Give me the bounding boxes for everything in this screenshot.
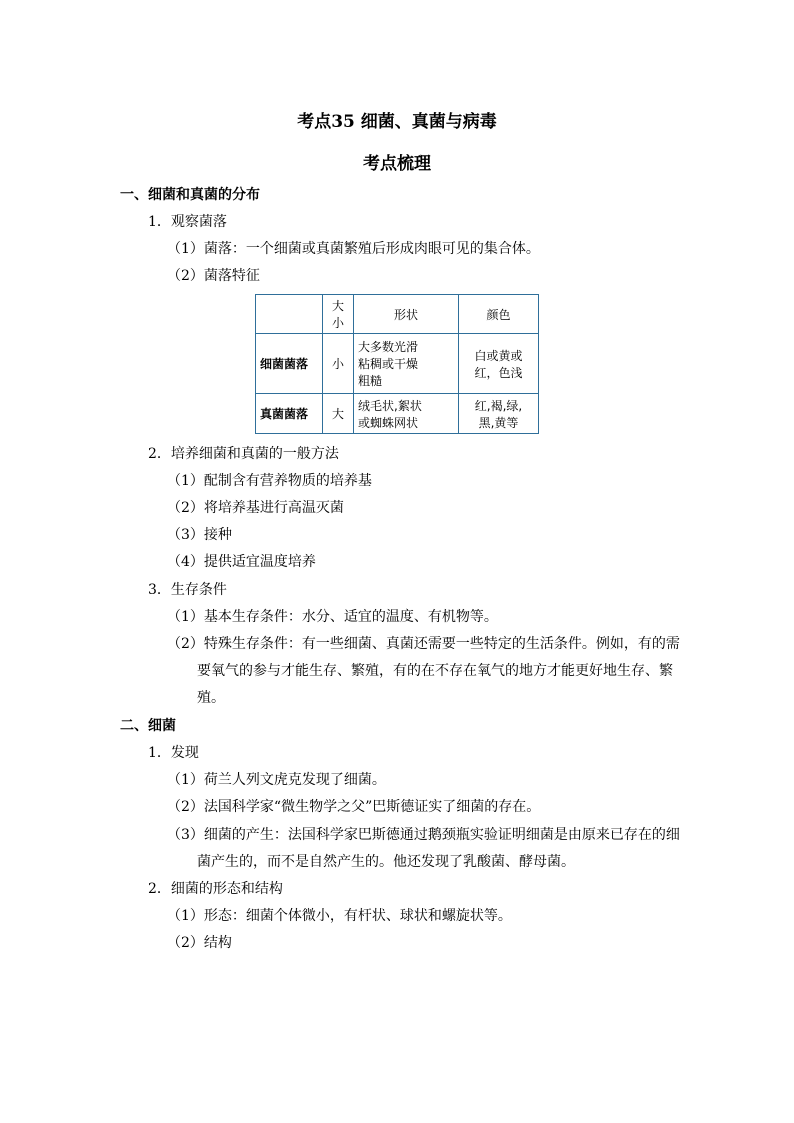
document-title: 考点35 细菌、真菌与病毒 bbox=[297, 112, 497, 132]
item-morphology-structure: 2．细菌的形态和结构 bbox=[148, 881, 283, 897]
list-item: （2）法国科学家“微生物学之父”巴斯德证实了细菌的存在。 bbox=[167, 799, 541, 815]
list-item-continuation: 要氧气的参与才能生存、繁殖，有的在不存在氧气的地方才能更好地生存、繁 bbox=[197, 663, 673, 679]
heading-bacteria: 二、细菌 bbox=[120, 718, 176, 734]
list-item: （1）配制含有营养物质的培养基 bbox=[167, 473, 372, 489]
item-discovery: 1．发现 bbox=[148, 745, 199, 761]
table-header-cell: 大小 bbox=[323, 295, 354, 334]
list-item: （1）基本生存条件：水分、适宜的温度、有机物等。 bbox=[167, 609, 498, 625]
table-cell: 小 bbox=[323, 334, 354, 394]
colony-definition: （1）菌落：一个细菌或真菌繁殖后形成肉眼可见的集合体。 bbox=[167, 241, 540, 257]
list-item: （3）接种 bbox=[167, 527, 232, 543]
list-item: （1）形态：细菌个体微小，有杆状、球状和螺旋状等。 bbox=[167, 908, 512, 924]
table-cell: 大 bbox=[323, 394, 354, 434]
list-item: （1）荷兰人列文虎克发现了细菌。 bbox=[167, 772, 386, 788]
list-item-continuation: 殖。 bbox=[197, 690, 225, 706]
table-header-cell: 形状 bbox=[354, 295, 459, 334]
item-culture-method: 2．培养细菌和真菌的一般方法 bbox=[148, 446, 339, 462]
list-item: （4）提供适宜温度培养 bbox=[167, 554, 316, 570]
list-item: （2）将培养基进行高温灭菌 bbox=[167, 500, 344, 516]
table-cell: 绒毛状,絮状 或蜘蛛网状 bbox=[354, 394, 459, 434]
section-subtitle: 考点梳理 bbox=[363, 154, 431, 174]
list-item: （2）特殊生存条件：有一些细菌、真菌还需要一些特定的生活条件。例如，有的需 bbox=[167, 636, 680, 652]
table-header-cell bbox=[256, 295, 323, 334]
list-item: （2）结构 bbox=[167, 935, 232, 951]
heading-distribution: 一、细菌和真菌的分布 bbox=[120, 187, 260, 203]
table-row bbox=[256, 394, 539, 434]
table-header-row bbox=[256, 295, 539, 334]
table-cell: 真菌菌落 bbox=[256, 394, 323, 434]
colony-comparison-table bbox=[255, 294, 539, 434]
list-item-continuation: 菌产生的，而不是自然产生的。他还发现了乳酸菌、酵母菌。 bbox=[197, 854, 575, 870]
table-cell: 大多数光滑 粘稠或干燥 粗糙 bbox=[354, 334, 459, 394]
colony-features-label: （2）菌落特征 bbox=[167, 268, 260, 284]
table-cell: 细菌菌落 bbox=[256, 334, 323, 394]
item-observe-colony: 1．观察菌落 bbox=[148, 214, 227, 230]
list-item: （3）细菌的产生：法国科学家巴斯德通过鹅颈瓶实验证明细菌是由原来已存在的细 bbox=[167, 827, 680, 843]
table-cell: 红,褐,绿, 黑,黄等 bbox=[459, 394, 539, 434]
table-row bbox=[256, 334, 539, 394]
table-cell: 白或黄或 红，色浅 bbox=[459, 334, 539, 394]
item-living-conditions: 3．生存条件 bbox=[148, 582, 227, 598]
table-header-cell: 颜色 bbox=[459, 295, 539, 334]
